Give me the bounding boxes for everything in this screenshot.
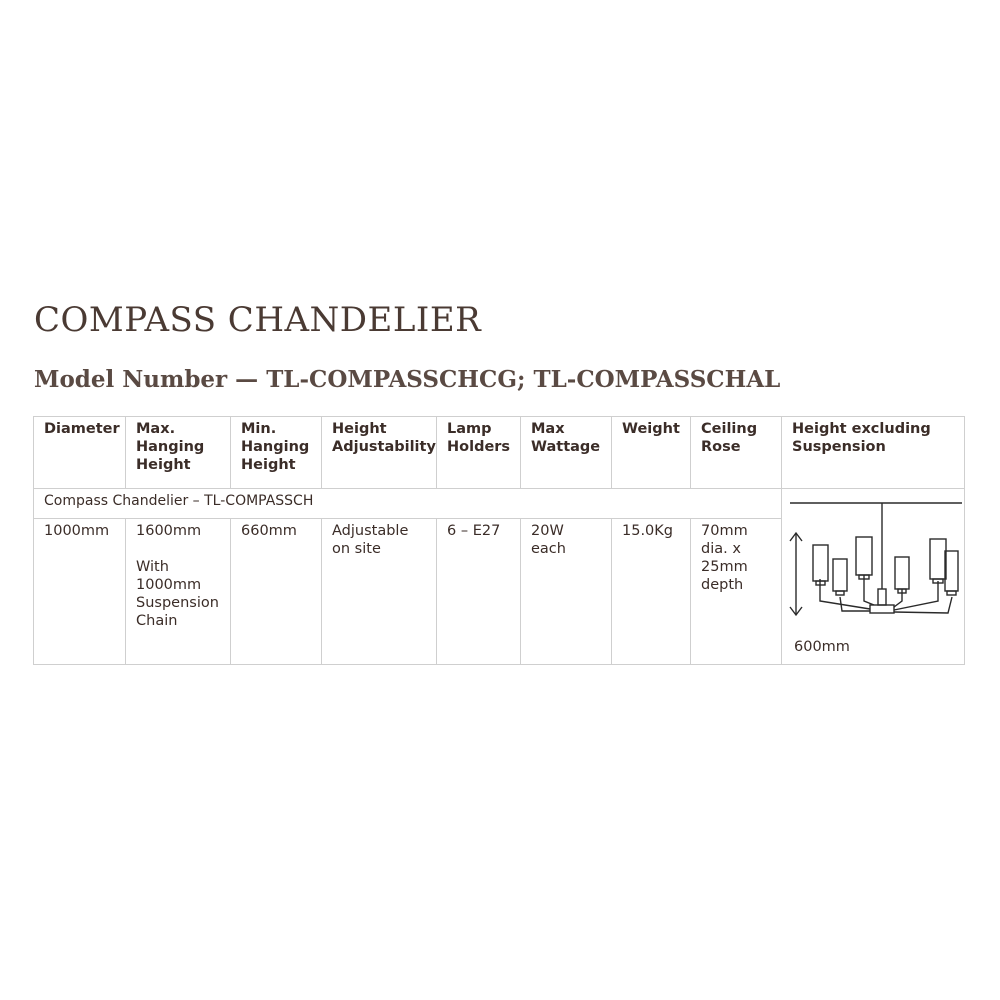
value-diameter: 1000mm: [34, 519, 126, 665]
value-max-wattage: 20W each: [521, 519, 612, 665]
dimension-drawing-cell: [782, 489, 965, 665]
header-lamp-holders: Lamp Holders: [437, 417, 521, 489]
spec-table: [33, 416, 965, 665]
header-weight: Weight: [612, 417, 691, 489]
page-title: COMPASS CHANDELIER: [34, 300, 482, 340]
double-arrow-vertical-icon: [790, 533, 802, 615]
model-number-line: Model Number — TL-COMPASSCHCG; TL-COMPASSCHAL: [34, 366, 781, 393]
max-hanging-height-text: 1600mm: [136, 523, 202, 539]
value-weight: 15.0Kg: [612, 519, 691, 665]
header-max-hanging-height: Max. Hanging Height: [126, 417, 231, 489]
chandelier-line-drawing: [782, 489, 965, 659]
header-row: [34, 417, 965, 489]
value-max-hanging-height: [126, 519, 231, 665]
header-min-hanging-height: Min. Hanging Height: [231, 417, 322, 489]
value-lamp-holders: 6 – E27: [437, 519, 521, 665]
value-height-adjustability: Adjustable on site: [322, 519, 437, 665]
family-row: [34, 489, 965, 519]
header-ceiling-rose: Ceiling Rose: [691, 417, 782, 489]
value-ceiling-rose: 70mm dia. x 25mm depth: [691, 519, 782, 665]
header-max-wattage: Max Wattage: [521, 417, 612, 489]
family-label: Compass Chandelier – TL-COMPASSCH: [34, 489, 782, 519]
header-diameter: Diameter: [34, 417, 126, 489]
header-height-excluding-suspension: Height excluding Suspension: [782, 417, 965, 489]
header-height-adjustability: Height Adjustability: [322, 417, 437, 489]
suspension-chain-note: With 1000mm Suspension Chain: [136, 559, 219, 629]
value-min-hanging-height: 660mm: [231, 519, 322, 665]
height-excluding-suspension-value: 600mm: [794, 639, 850, 655]
